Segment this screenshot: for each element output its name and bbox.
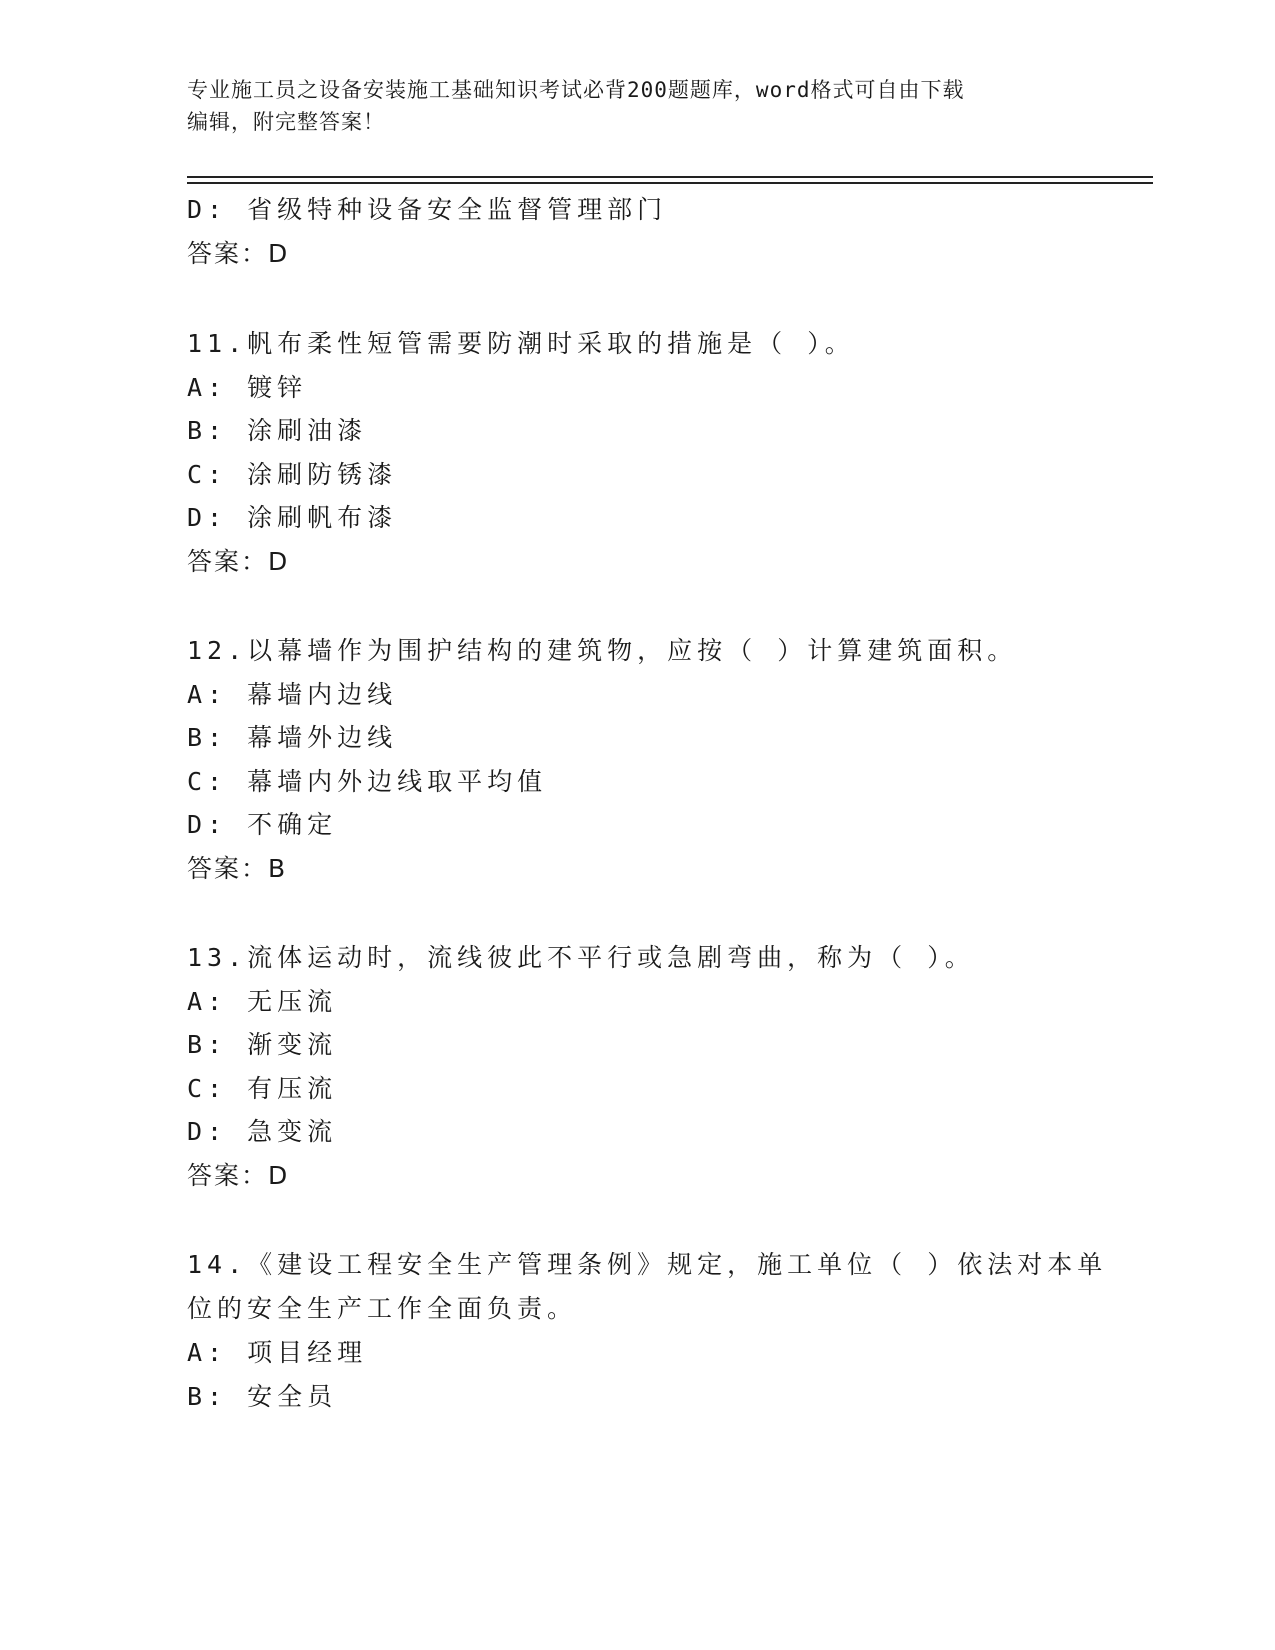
question-13-option-d: D: 急变流	[187, 1117, 338, 1146]
prev-option-d: D: 省级特种设备安全监督管理部门	[187, 195, 668, 224]
header-line-2: 编辑，附完整答案！	[187, 110, 385, 134]
question-13-answer: 答案：D	[187, 1161, 290, 1190]
question-14-stem-line-2: 位的安全生产工作全面负责。	[187, 1294, 578, 1323]
question-12-stem: 12.以幕墙作为围护结构的建筑物，应按（ ）计算建筑面积。	[187, 636, 1018, 665]
question-13-option-c: C: 有压流	[187, 1074, 338, 1103]
question-14-option-b: B: 安全员	[187, 1382, 338, 1411]
question-12-option-c: C: 幕墙内外边线取平均值	[187, 767, 548, 796]
header-line-1: 专业施工员之设备安装施工基础知识考试必背200题题库，word格式可自由下载	[187, 78, 965, 102]
header-divider-top	[187, 176, 1153, 178]
question-12-answer: 答案：B	[187, 854, 288, 883]
question-14-option-a: A: 项目经理	[187, 1338, 368, 1367]
question-13-option-a: A: 无压流	[187, 987, 338, 1016]
question-13-stem: 13.流体运动时，流线彼此不平行或急剧弯曲，称为（ ）。	[187, 943, 975, 972]
question-11-option-d: D: 涂刷帆布漆	[187, 503, 398, 532]
question-12-option-d: D: 不确定	[187, 810, 338, 839]
header-divider-bottom	[187, 182, 1153, 184]
question-11-answer: 答案：D	[187, 547, 290, 576]
question-12-option-a: A: 幕墙内边线	[187, 680, 398, 709]
question-11-option-b: B: 涂刷油漆	[187, 416, 368, 445]
question-11-option-a: A: 镀锌	[187, 373, 308, 402]
question-12-option-b: B: 幕墙外边线	[187, 723, 398, 752]
document-header	[187, 74, 1067, 138]
question-11-stem: 11.帆布柔性短管需要防潮时采取的措施是（ ）。	[187, 329, 855, 358]
prev-answer: 答案：D	[187, 239, 290, 268]
question-11-option-c: C: 涂刷防锈漆	[187, 460, 398, 489]
question-13-option-b: B: 渐变流	[187, 1030, 338, 1059]
question-14-stem-line-1: 14.《建设工程安全生产管理条例》规定，施工单位（ ）依法对本单	[187, 1250, 1108, 1279]
